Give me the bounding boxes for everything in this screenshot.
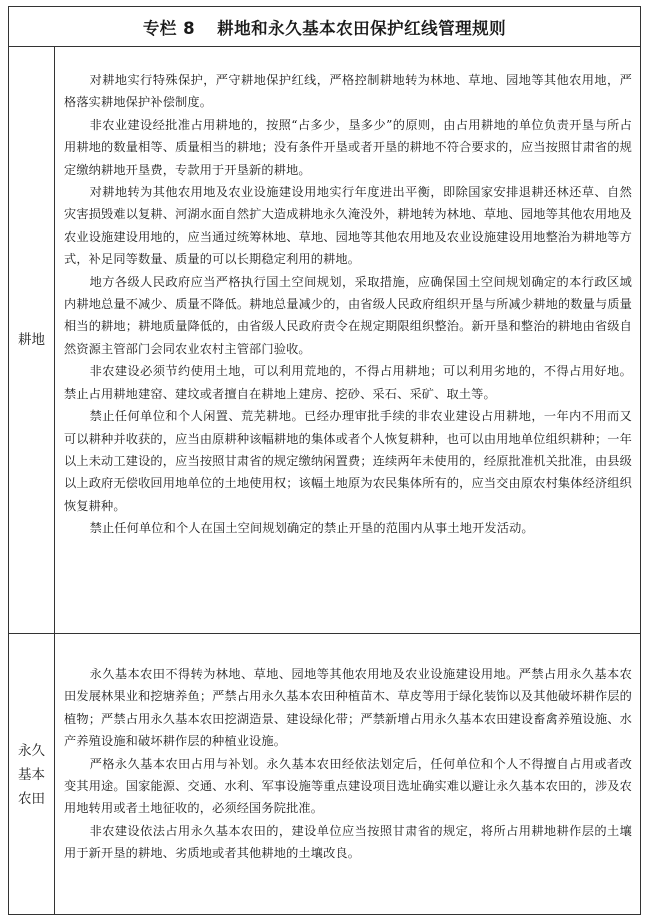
paragraph: 永久基本农田不得转为林地、草地、园地等其他农用地及农业设施建设用地。严禁占用永久基本农田发展林果业和挖塘养鱼；严禁占用永久基本农田种植苗木、草皮等用于绿化装饰以及其他破坏耕作层的植物；严禁占用永久基本农田挖湖造景、建设绿化带；严禁新增占用永久基本农田建设畜禽养殖设施、水产养殖设施和破坏耕作层的种植业设施。 [64, 667, 632, 749]
paragraph: 对耕地转为其他农用地及农业设施建设用地实行年度进出平衡，即除国家安排退耕还林还草、自然灾害损毁难以复耕、河湖水面自然扩大造成耕地永久淹没外，耕地转为林地、草地、园地等其他农用地及农业设施建设用地的，应当通过统筹林地、草地、园地等其他农用地及农业设施建设用地整治为耕地等方式，补足同等数量、质量的可以长期稳定利用的耕地。 [64, 185, 632, 267]
paragraph: 禁止任何单位和个人在国土空间规划确定的禁止开垦的范围内从事土地开发活动。 [89, 521, 534, 536]
section-farmland [9, 47, 640, 634]
title-text: 耕地和永久基本农田保护红线管理规则 [217, 18, 507, 38]
paragraph: 禁止任何单位和个人闲置、荒芜耕地。已经办理审批手续的非农业建设占用耕地，一年内不用而又可以耕种并收获的，应当由原耕种该幅耕地的集体或者个人恢复耕种，也可以由用地单位组织耕种；一年以上未动工建设的，应当按照甘肃省的规定缴纳闲置费；连续两年未使用的，经原批准机关批准，由县级以上政府无偿收回用地单位的土地使用权；该幅土地原为农民集体所有的，应当交由原农村集体经济组织恢复耕种。 [64, 409, 632, 513]
label-line: 基本 [18, 766, 45, 783]
paragraph: 非农建设必须节约使用土地，可以利用荒地的，不得占用耕地；可以利用劣地的，不得占用好地。禁止占用耕地建窑、建坟或者擅自在耕地上建房、挖砂、采石、采矿、取土等。 [64, 364, 632, 401]
paragraph: 对耕地实行特殊保护，严守耕地保护红线，严格控制耕地转为林地、草地、园地等其他农用地，严格落实耕地保护补偿制度。 [64, 73, 632, 110]
paragraph: 严格永久基本农田占用与补划。永久基本农田经依法划定后，任何单位和个人不得擅自占用或者改变其用途。国家能源、交通、水利、军事设施等重点建设项目选址确实难以避让永久基本农田的，涉及农用地转用或者土地征收的，必须经国务院批准。 [64, 756, 632, 816]
label-line: 耕地 [18, 332, 45, 348]
section-label [9, 634, 55, 915]
paragraph: 非农建设依法占用永久基本农田的，建设单位应当按照甘肃省的规定，将所占用耕地耕作层的土壤用于新开垦的耕地、劣质地或者其他耕地的土壤改良。 [64, 823, 632, 861]
paragraph: 非农业建设经批准占用耕地的，按照“占多少，垦多少”的原则，由占用耕地的单位负责开垦与所占用耕地的数量相等、质量相当的耕地；没有条件开垦或者开垦的耕地不符合要求的，应当按照甘肃省的规定缴纳耕地开垦费，专款用于开垦新的耕地。 [64, 117, 632, 177]
table-title [9, 7, 640, 47]
column-number: 专栏 8 [142, 18, 196, 38]
label-line: 永久 [18, 742, 45, 759]
paragraph: 地方各级人民政府应当严格执行国土空间规划，采取措施，应确保国土空间规划确定的本行政区域内耕地总量不减少、质量不降低。耕地总量减少的，由省级人民政府组织开垦与所减少耕地的数量与质量相当的耕地；耕地质量降低的，由省级人民政府责令在规定期限组织整治。新开垦和整治的耕地由省级自然资源主管部门会同农业农村主管部门验收。 [64, 274, 632, 356]
rules-table [8, 6, 641, 915]
section-content [64, 634, 632, 915]
section-label [9, 47, 55, 633]
label-line: 农田 [18, 790, 45, 807]
section-permanent-basic-farmland [9, 634, 640, 915]
section-content [64, 47, 632, 633]
